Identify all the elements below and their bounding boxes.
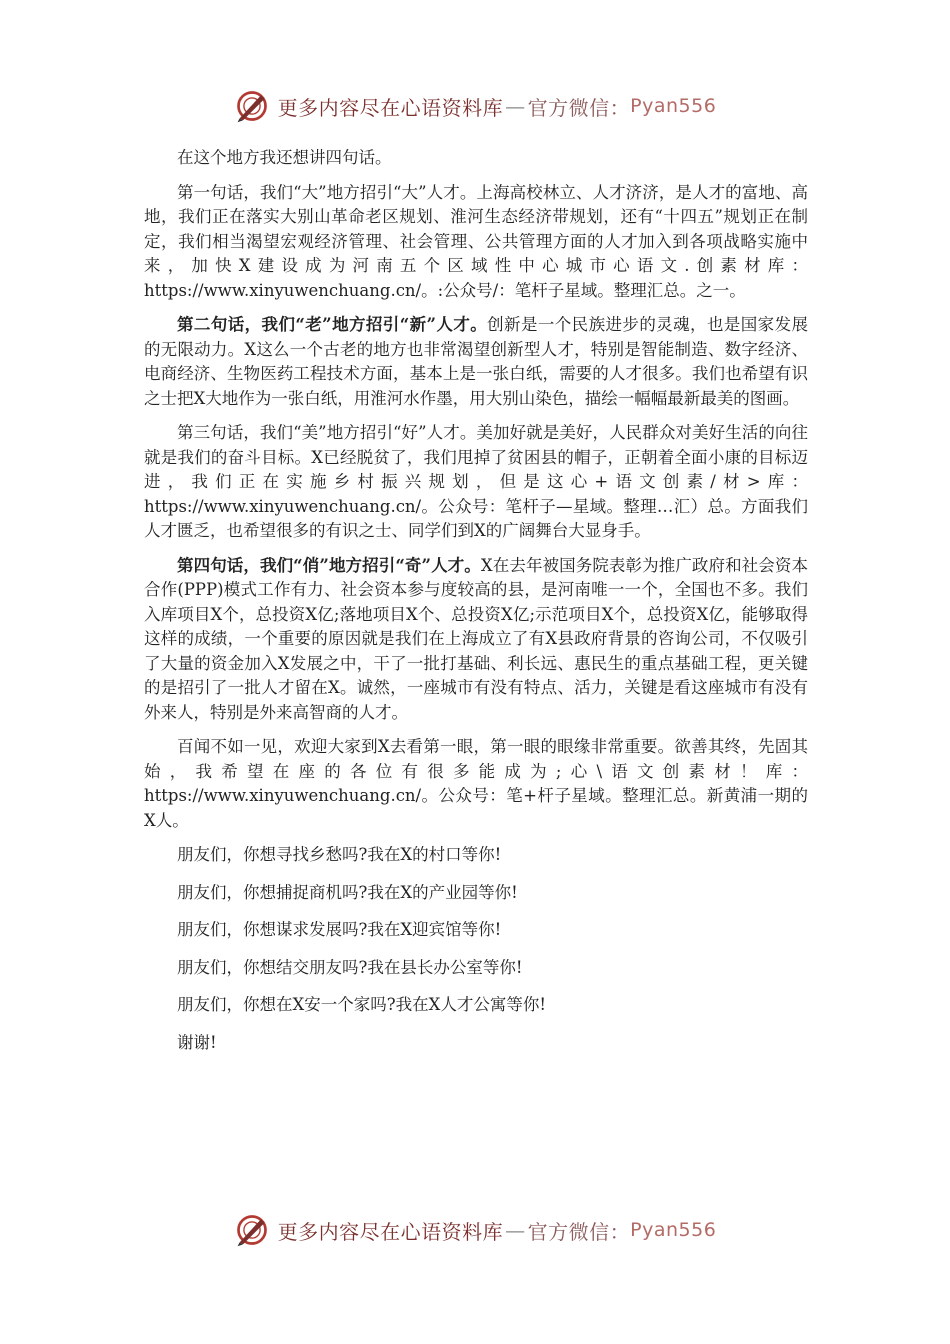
document-body <box>144 146 808 1068</box>
header-brand <box>0 86 950 126</box>
pen-logo-icon <box>234 1212 270 1248</box>
paragraph-friends-4: 朋友们，你想结交朋友吗?我在县长办公室等你! <box>177 957 523 977</box>
wechat-id: Pyan556 <box>630 1219 717 1241</box>
footer-brand <box>0 1210 950 1250</box>
paragraph-fourth-text: X在去年被国务院表彰为推广政府和社会资本合作(PPP)模式工作有力、社会资本参与度较高的县，是河南唯一一个，全国也不多。我们入库项目X个，总投资X亿;落地项目X个、总投资X亿;示范项目X个，总投资X亿，能够取得这样的成绩，一个重要的原因就是我们在上海成立了有X县政府背景的咨询公司，不仅吸引了大量的资金加入X发展之中，干了一批打基础、利长远、惠民生的重点基础工程，更关键的是招引了一批人才留在X。诚然，一座城市有没有特点、活力，关键是看这座城市有没有外来人，特别是外来高智商的人才。 <box>144 555 808 722</box>
paragraph-friends-5: 朋友们，你想在X安一个家吗?我在X人才公寓等你! <box>177 995 546 1014</box>
paragraph-first: 第一句话，我们“大”地方招引“大”人才。上海高校林立、人才济济，是人才的富地、高地，我们正在落实大别山革命老区规划、淮河生态经济带规划，还有“十四五”规划正在制定，我们相当渴望宏观经济管理、社会管理、公共管理方面的人才加入到各项战略实施中来，加快X建设成为河南五个区域性中心城市心语文.创素材库：https://www.xinyuwenchuang.cn/。:公众号/：笔杆子星域。整理汇总。之一。 <box>144 182 808 300</box>
paragraph-friends-2: 朋友们，你想捕捉商机吗?我在X的产业园等你! <box>177 882 518 902</box>
wechat-label: 官方微信： <box>527 95 631 120</box>
paragraph-second-text: 创新是一个民族进步的灵魂，也是国家发展的无限动力。X这么一个古老的地方也非常渴望创新型人才，特别是智能制造、数字经济、电商经济、生物医药工程技术方面，基本上是一张白纸，需要的人才很多。我们也希望有识之士把X大地作为一张白纸，用淮河水作墨，用大别山染色，描绘一幅幅最新最美的图画。 <box>144 315 808 408</box>
wechat-label: 官方微信： <box>527 1219 631 1244</box>
pen-logo-icon <box>234 88 270 124</box>
brand-dash: — <box>505 1218 526 1242</box>
paragraph-second <box>144 313 808 411</box>
paragraph-thanks: 谢谢! <box>177 1032 217 1052</box>
paragraph-friends-3: 朋友们，你想谋求发展吗?我在X迎宾馆等你! <box>177 920 502 939</box>
paragraph-fourth <box>144 554 808 726</box>
paragraph-second-heading: 第二句话，我们“老”地方招引“新”人才。 <box>177 315 488 334</box>
paragraph-fourth-heading: 第四句话，我们“俏”地方招引“奇”人才。 <box>177 555 481 575</box>
paragraph-intro: 在这个地方我还想讲四句话。 <box>177 148 392 167</box>
paragraph-invitation: 百闻不如一见，欢迎大家到X去看第一眼，第一眼的眼缘非常重要。欲善其终，先固其始，我希望在座的各位有很多能成为;心\语文创素材！库：https://www.xinyuwenchuang.cn/。公众号：笔+杆子星域。整理汇总。新黄浦一期的X人。 <box>144 737 808 830</box>
wechat-id: Pyan556 <box>630 95 717 117</box>
brand-text: 更多内容尽在心语资料库 <box>277 95 504 120</box>
paragraph-third: 第三句话，我们“美”地方招引“好”人才。美加好就是美好，人民群众对美好生活的向往就是我们的奋斗目标。X已经脱贫了，我们甩掉了贫困县的帽子，正朝着全面小康的目标迈进，我们正在实施乡村振兴规划，但是这心+语文创素/材>库：https://www.xinyuwenchuang.cn/。公众号：笔杆子—星域。整理…汇）总。方面我们人才匮乏，也希望很多的有识之士、同学们到X的广阔舞台大显身手。 <box>144 423 808 540</box>
paragraph-friends-1: 朋友们，你想寻找乡愁吗?我在X的村口等你! <box>177 845 502 864</box>
brand-text: 更多内容尽在心语资料库 <box>277 1219 504 1244</box>
brand-dash: — <box>505 94 526 118</box>
